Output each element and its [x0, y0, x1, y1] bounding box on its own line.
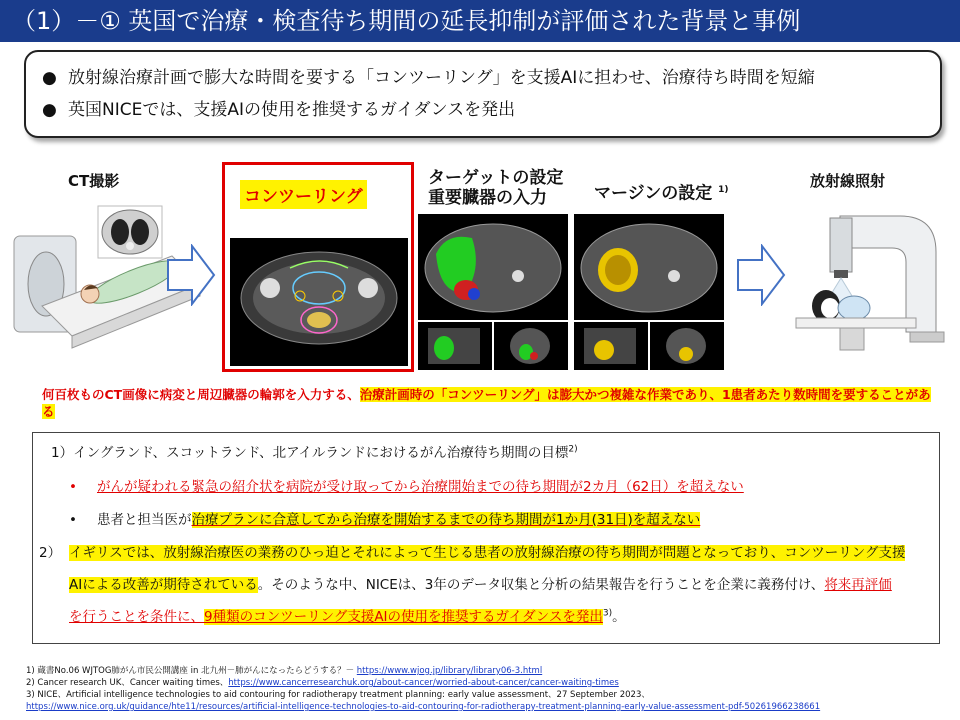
- reference-3-url-line: [26, 701, 820, 713]
- step-contouring-label: コンツーリング: [240, 180, 367, 209]
- detail-bullet-2: • 患者と担当医が治療プランに合意してから治療を開始するまでの待ち期間が1か月(31日)を超えない: [69, 512, 701, 528]
- detail-item-2-line-2: AIによる改善が期待されている。そのような中、NICEは、3年のデータ収集と分析の結果報告を行うことを企業に義務付け、将来再評価: [69, 577, 892, 593]
- step-ct-label: CT撮影: [68, 172, 120, 190]
- step-target-label: ターゲットの設定 重要臓器の入力: [428, 168, 564, 208]
- detail-bullet-1: • がんが疑われる緊急の紹介状を病院が受け取ってから治療開始までの待ち期間が2カ月（62日）を超えない: [69, 479, 744, 495]
- summary-item: [42, 94, 924, 126]
- target-ct-image: [418, 214, 568, 370]
- detail-item-2-line-1: 2） イギリスでは、放射線治療医の業務のひっ迫とそれによって生じる患者の放射線治療の待ち期間が問題となっており、コンツーリング支援: [39, 545, 906, 561]
- summary-text-2: 英国NICEでは、支援AIの使用を推奨するガイダンスを発出: [68, 100, 516, 120]
- step-irradiation-label: 放射線照射: [810, 172, 886, 190]
- references: [26, 665, 820, 713]
- contouring-note: 何百枚ものCT画像に病変と周辺臓器の輪郭を入力する、治療計画時の「コンツーリング」は膨大かつ複雑な作業であり、1患者あたり数時間を要することがある: [42, 387, 931, 419]
- bullet-icon: ●: [42, 100, 57, 120]
- page-title: （1）－① 英国で治療・検査待ち期間の延長抑制が評価された背景と事例: [0, 0, 960, 42]
- detail-item-1-heading: 1）イングランド、スコットランド、北アイルランドにおけるがん治療待ち期間の目標$^{2)}$: [51, 444, 578, 461]
- step-margin-label: マージンの設定 $^{1)}$: [594, 183, 729, 204]
- reference-2: 2) Cancer research UK、Cancer waiting times、https://www.cancerresearchuk.org/about-cancer/worried-about-cancer/cancer-waiting-times: [26, 678, 619, 688]
- summary-item: [42, 62, 924, 94]
- reference-1: 1) 蔵書No.06 WJTOG肺がん市民公開講座 in 北九州－肺がんになったらどうする？－ https://www.wjog.jp/library/library06-3.html: [26, 666, 543, 676]
- bullet-icon: ●: [42, 68, 57, 88]
- reference-3: 3) NICE、Artificial intelligence technologies to aid contouring for radiotherapy treatment planning: early value assessment、27 September 2023、: [26, 690, 650, 700]
- reference-2-link[interactable]: https://www.cancerresearchuk.org/about-cancer/worried-about-cancer/cancer-waiting-times: [228, 678, 619, 688]
- reference-1-link[interactable]: https://www.wjog.jp/library/library06-3.html: [356, 666, 543, 676]
- detail-item-2-line-3: を行うことを条件に、9種類のコンツーリング支援AIの使用を推奨するガイダンスを発出$^{3)}$。: [69, 608, 626, 625]
- summary-box: [24, 50, 942, 138]
- contouring-ct-image: [230, 238, 408, 366]
- summary-text-1: 放射線治療計画で膨大な時間を要する「コンツーリング」を支援AIに担わせ、治療待ち時間を短縮: [68, 68, 815, 88]
- flow-arrow-icon: [736, 244, 786, 306]
- flow-arrow-icon: [166, 244, 216, 306]
- radiotherapy-machine-illustration: [790, 196, 952, 356]
- detail-box: [32, 432, 940, 644]
- reference-3-link[interactable]: https://www.nice.org.uk/guidance/hte11/resources/artificial-intelligence-technologies-to-aid-contouring-for-radiotherapy-treatment-planning-early-value-assessment-pdf-50261966238661: [26, 702, 821, 712]
- margin-ct-image: [574, 214, 724, 370]
